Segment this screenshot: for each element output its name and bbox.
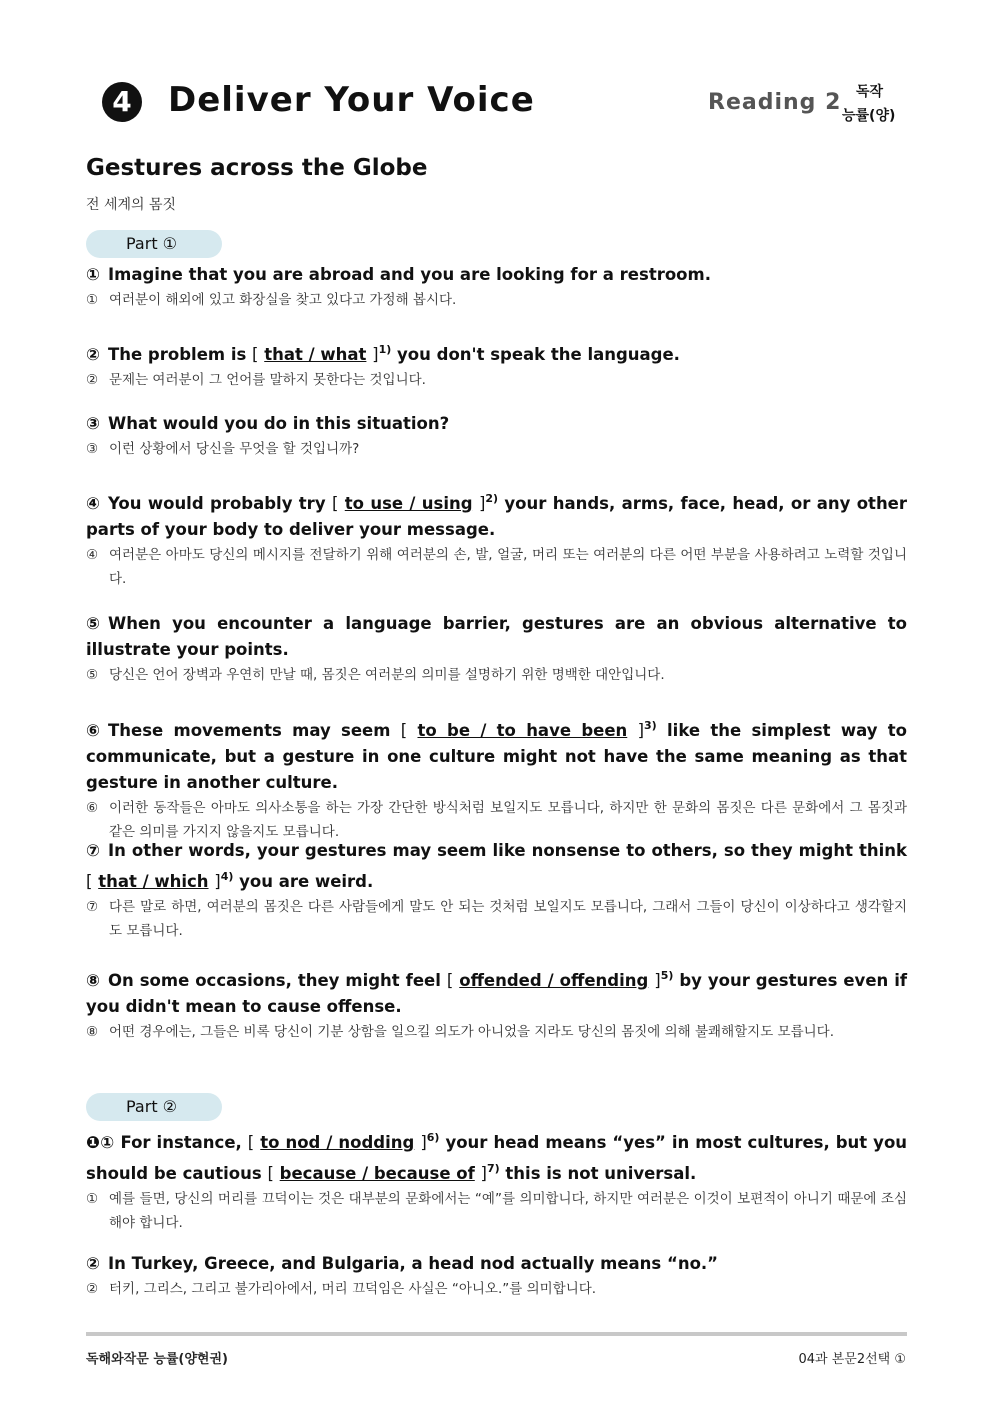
sentence-4 — [86, 486, 907, 591]
choice-blank: because / because of — [279, 1164, 475, 1183]
document-subtitle: 전 세계의 몸짓 — [86, 197, 177, 213]
sentence-korean: ① 여러분이 해외에 있고 화장실을 찾고 있다고 가정해 봅시다. — [86, 292, 457, 308]
sentence-korean: ④ 여러분은 아마도 당신의 메시지를 전달하기 위해 여러분의 손, 발, 얼굴, 머리 또는 여러분의 다른 어떤 부분을 사용하려고 노력할 것입니다. — [86, 547, 907, 587]
part-2-label: Part ② — [86, 1093, 222, 1121]
sentence-9 — [86, 1125, 907, 1235]
choice-blank: that / which — [98, 872, 209, 891]
sentence-korean: ① 예를 들면, 당신의 머리를 끄덕이는 것은 대부분의 문화에서는 “예”를 의미합니다, 하지만 여러분은 이것이 보편적이 아니기 때문에 조심해야 합니다. — [86, 1191, 907, 1231]
part-1-label: Part ① — [86, 230, 222, 258]
sentence-6 — [86, 713, 907, 844]
book-label-top: 독작 — [856, 84, 884, 100]
footer-divider — [86, 1332, 907, 1336]
book-label-bottom: 능률(양) — [842, 108, 896, 124]
sentence-korean: ⑦ 다른 말로 하면, 여러분의 몸짓은 다른 사람들에게 말도 안 되는 것처럼 보일지도 모릅니다, 그래서 그들이 당신이 이상하다고 생각할지도 모릅니다. — [86, 899, 907, 939]
sentence-korean: ⑥ 이러한 동작들은 아마도 의사소통을 하는 가장 간단한 방식처럼 보일지도 모릅니다, 하지만 한 문화의 몸짓은 다른 문화에서 그 몸짓과 같은 의미를 가지지 않을지도 모릅니다. — [86, 800, 907, 840]
sentence-korean: ③ 이런 상황에서 당신을 무엇을 할 것입니까? — [86, 441, 360, 457]
sentence-8 — [86, 963, 907, 1044]
footer-book-title: 독해와작문 능률(양현권) — [86, 1352, 228, 1367]
choice-blank: to nod / nodding — [260, 1133, 415, 1152]
sentence-2 — [86, 337, 907, 392]
reading-label: Reading 2 — [708, 90, 842, 115]
sentence-3 — [86, 411, 907, 461]
choice-blank: that / what — [264, 345, 367, 364]
sentence-korean: ⑧ 어떤 경우에는, 그들은 비록 당신이 기분 상함을 일으킬 의도가 아니었을 지라도 당신의 몸짓에 의해 불쾌해할지도 모릅니다. — [86, 1024, 835, 1040]
sentence-english: ② In Turkey, Greece, and Bulgaria, a head nod actually means “no.” — [86, 1254, 719, 1273]
sentence-english: ① Imagine that you are abroad and you are looking for a restroom. — [86, 265, 711, 284]
sentence-korean: ⑤ 당신은 언어 장벽과 우연히 만날 때, 몸짓은 여러분의 의미를 설명하기 위한 명백한 대안입니다. — [86, 667, 665, 683]
sentence-english: ⑧ On some occasions, they might feel [ offended / offending ]$^{5)}$ by your gestures even if you didn't mean to cause offense. — [86, 969, 908, 1016]
sentence-korean: ② 터키, 그리스, 그리고 불가리아에서, 머리 끄덕임은 사실은 “아니오.”를 의미합니다. — [86, 1281, 597, 1297]
choice-blank: to use / using — [344, 494, 473, 513]
sentence-english: ❶① For instance, [ to nod / nodding ]$^{6)}$ your head means “yes” in most cultures, but you should be cautious [ because / because of ]$^{7)}$ this is not universal. — [86, 1131, 908, 1183]
sentence-english: ⑥ These movements may seem [ to be / to have been ]$^{3)}$ like the simplest way to communicate, but a gesture in one culture might not have the same meaning as that gesture in another culture. — [86, 719, 907, 792]
sentence-7 — [86, 838, 907, 943]
sentence-5 — [86, 611, 907, 687]
sentence-english: ② The problem is [ that / what ]$^{1)}$ you don't speak the language. — [86, 343, 680, 364]
page-header — [100, 78, 900, 134]
unit-title: Deliver Your Voice — [168, 80, 535, 120]
sentence-english: ⑦ In other words, your gestures may seem like nonsense to others, so they might think [ that / which ]$^{4)}$ you are weird. — [86, 841, 907, 891]
sentence-korean: ② 문제는 여러분이 그 언어를 말하지 못한다는 것입니다. — [86, 372, 426, 388]
choice-blank: offended / offending — [459, 971, 649, 990]
sentence-english: ⑤ When you encounter a language barrier, gestures are an obvious alternative to illustrate your points. — [86, 614, 907, 659]
sentence-english: ③ What would you do in this situation? — [86, 414, 450, 433]
document-title: Gestures across the Globe — [86, 155, 428, 181]
sentence-10 — [86, 1251, 907, 1301]
sentence-english: ④ You would probably try [ to use / using ]$^{2)}$ your hands, arms, face, head, or any other parts of your body to deliver your message. — [86, 492, 908, 539]
choice-blank: to be / to have been — [417, 721, 628, 740]
unit-number-badge: 4 — [102, 82, 142, 122]
footer-lesson-label: 04과 본문2선택 ① — [798, 1352, 906, 1367]
sentence-1 — [86, 262, 907, 312]
